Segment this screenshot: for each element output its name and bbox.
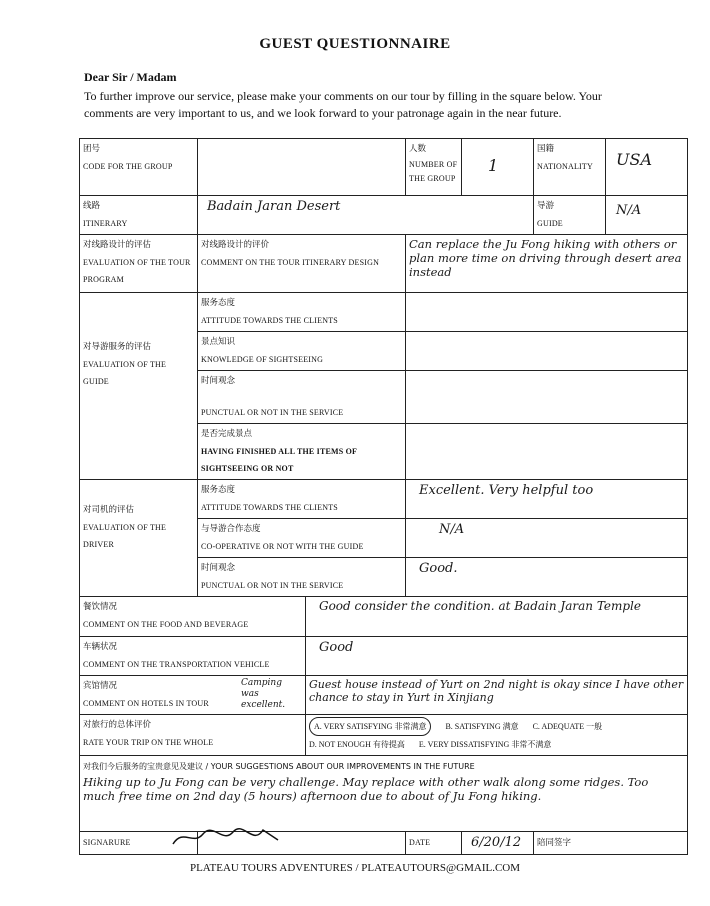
accompany-label: 陪同签字	[534, 832, 688, 855]
questionnaire-table	[79, 138, 688, 855]
group-code-field[interactable]	[198, 139, 406, 196]
transport-field[interactable]: Good	[306, 637, 688, 676]
guide-field[interactable]: N/A	[616, 203, 642, 218]
guide-cell	[534, 196, 688, 235]
food-label: 餐饮情况 COMMENT ON THE FOOD AND BEVERAGE	[80, 597, 306, 637]
suggestions-text: Hiking up to Ju Fong can be very challenge. May replace with other walk along some ridges. Too much free time on 2nd day (5 hours) afternoon due to about of Ju Fong hiking.	[83, 775, 649, 803]
hotel-side-note: Camping was excellent.	[241, 678, 286, 710]
driver-coop-label: 与导游合作态度 CO-OPERATIVE OR NOT WITH THE GUIDE	[198, 519, 406, 558]
hotel-label: 宾馆情况 COMMENT ON HOTELS IN TOUR Camping was excellent.	[80, 676, 306, 715]
suggestions-header: 对我们今后服务的宝贵意见及建议 / YOUR SUGGESTIONS ABOUT OUR IMPROVEMENTS IN THE FUTURE	[83, 762, 475, 771]
driver-punctual-label: 时间观念 PUNCTUAL OR NOT IN THE SERVICE	[198, 558, 406, 597]
program-eval-label: 对线路设计的评估 EVALUATION OF THE TOUR PROGRAM	[80, 235, 198, 293]
guide-label: 导游 GUIDE	[534, 196, 606, 234]
signature-field[interactable]	[198, 832, 406, 855]
rating-option-d[interactable]: D. NOT ENOUGH 有待提高	[309, 740, 405, 749]
footer-contact: PLATEAU TOURS ADVENTURES / PLATEAUTOURS@GMAIL.COM	[189, 862, 521, 874]
food-field[interactable]: Good consider the condition. at Badain Jaran Temple	[306, 597, 688, 637]
rating-label: 对旅行的总体评价 RATE YOUR TRIP ON THE WHOLE	[80, 715, 306, 756]
itinerary-field[interactable]: Badain Jaran Desert	[198, 196, 534, 235]
guide-knowledge-label: 景点知识 KNOWLEDGE OF SIGHTSEEING	[198, 332, 406, 371]
signature-label: SIGNARURE	[80, 832, 198, 855]
program-comment-field[interactable]: Can replace the Ju Fong hiking with others or plan more time on driving through desert area instead	[406, 235, 688, 293]
signature-scribble	[168, 826, 288, 848]
itinerary-label: 线路 ITINERARY	[80, 196, 198, 235]
guide-eval-label: 对导游服务的评估 EVALUATION OF THE GUIDE	[80, 293, 198, 480]
rating-option-e[interactable]: E. VERY DISSATISFYING 非常不满意	[418, 740, 552, 749]
driver-eval-label: 对司机的评估 EVALUATION OF THE DRIVER	[80, 480, 198, 597]
nationality-cell	[534, 139, 688, 196]
hotel-field[interactable]: Guest house instead of Yurt on 2nd night is okay since I have other chance to stay in Yurt in Xinjiang	[306, 676, 688, 715]
nationality-field[interactable]: USA	[616, 150, 652, 169]
suggestions-field[interactable]	[80, 756, 688, 832]
rating-options	[306, 715, 688, 756]
driver-coop-field[interactable]: N/A	[406, 519, 688, 558]
rating-option-b[interactable]: B. SATISFYING 满意	[445, 722, 519, 731]
salutation: Dear Sir / Madam	[84, 70, 177, 84]
driver-attitude-field[interactable]: Excellent. Very helpful too	[406, 480, 688, 519]
date-label: DATE	[406, 832, 462, 855]
nationality-label: 国籍 NATIONALITY	[534, 139, 606, 195]
driver-attitude-label: 服务态度 ATTITUDE TOWARDS THE CLIENTS	[198, 480, 406, 519]
date-field[interactable]: 6/20/12	[462, 832, 534, 855]
program-comment-label: 对线路设计的评价 COMMENT ON THE TOUR ITINERARY DESIGN	[198, 235, 406, 293]
driver-punctual-field[interactable]: Good.	[406, 558, 688, 597]
group-number-field[interactable]: 1	[462, 139, 534, 196]
page-title: GUEST QUESTIONNAIRE	[259, 36, 451, 52]
group-code-label: 团号 CODE FOR THE GROUP	[80, 139, 198, 196]
guide-attitude-field[interactable]	[406, 293, 688, 332]
rating-option-a[interactable]: A. VERY SATISFYING 非常满意	[309, 717, 431, 736]
rating-option-c[interactable]: C. ADEQUATE 一般	[532, 722, 603, 731]
intro-text: To further improve our service, please make your comments on our tour by filling in the square below. Your comments are very important to us, and we look forward to your patronage again in the near future.	[84, 89, 602, 120]
guide-finished-field[interactable]	[406, 424, 688, 480]
transport-label: 车辆状况 COMMENT ON THE TRANSPORTATION VEHICLE	[80, 637, 306, 676]
guide-punctual-field[interactable]	[406, 371, 688, 424]
guide-attitude-label: 服务态度 ATTITUDE TOWARDS THE CLIENTS	[198, 293, 406, 332]
group-number-label: 人数 NUMBER OF THE GROUP	[406, 139, 462, 196]
guide-finished-label: 是否完成景点 HAVING FINISHED ALL THE ITEMS OF SIGHTSEEING OR NOT	[198, 424, 406, 480]
guide-knowledge-field[interactable]	[406, 332, 688, 371]
guide-punctual-label: 时间观念 PUNCTUAL OR NOT IN THE SERVICE	[198, 371, 406, 424]
